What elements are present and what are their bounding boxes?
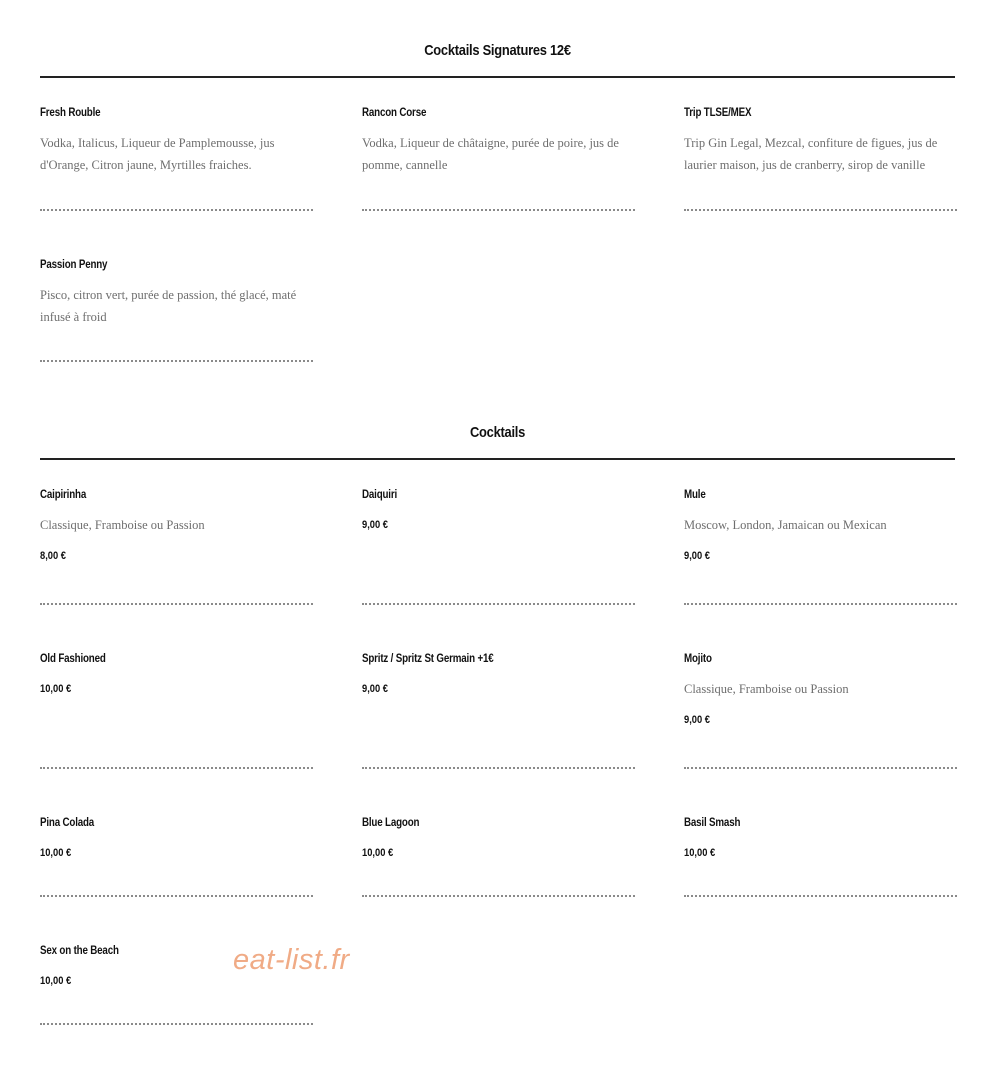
item-name: Fresh Rouble <box>40 107 101 119</box>
dotted-separator <box>684 603 957 605</box>
item-description: Classique, Framboise ou Passion <box>684 682 849 696</box>
item-name: Daiquiri <box>362 489 398 501</box>
dotted-separator <box>40 767 313 769</box>
menu-item-pina-colada <box>40 816 315 860</box>
menu-item-basil-smash <box>684 816 959 860</box>
item-price: 10,00 € <box>40 683 72 695</box>
menu-item-daiquiri <box>362 488 637 532</box>
item-name: Mule <box>684 489 706 501</box>
dotted-separator <box>362 209 635 211</box>
item-description: Moscow, London, Jamaican ou Mexican <box>684 518 887 532</box>
signatures-section-divider <box>40 76 955 78</box>
dotted-separator <box>684 209 957 211</box>
menu-item-passion-penny <box>40 258 315 328</box>
item-price: 9,00 € <box>362 519 389 531</box>
item-price: 10,00 € <box>684 847 716 859</box>
item-name: Sex on the Beach <box>40 945 119 957</box>
signatures-section-title: Cocktails Signatures 12€ <box>424 42 571 59</box>
dotted-separator <box>40 360 313 362</box>
dotted-separator <box>40 209 313 211</box>
menu-item-caipirinha <box>40 488 315 563</box>
menu-item-rancon-corse <box>362 106 637 176</box>
dotted-separator <box>40 895 313 897</box>
cocktails-section-title: Cocktails <box>469 424 526 441</box>
menu-item-trip-tlse-mex <box>684 106 959 176</box>
menu-item-old-fashioned <box>40 652 315 696</box>
item-price: 10,00 € <box>362 847 394 859</box>
item-description: Vodka, Liqueur de châtaigne, purée de poire, jus de pomme, cannelle <box>362 136 619 172</box>
item-name: Mojito <box>684 653 712 665</box>
item-description: Vodka, Italicus, Liqueur de Pamplemousse, jus d'Orange, Citron jaune, Myrtilles fraiches. <box>40 136 275 172</box>
item-name: Spritz / Spritz St Germain +1€ <box>362 653 494 665</box>
dotted-separator <box>362 895 635 897</box>
item-name: Caipirinha <box>40 489 87 501</box>
menu-item-fresh-rouble <box>40 106 315 176</box>
item-price: 10,00 € <box>40 847 72 859</box>
item-name: Trip TLSE/MEX <box>684 107 752 119</box>
item-name: Pina Colada <box>40 817 95 829</box>
item-description: Trip Gin Legal, Mezcal, confiture de figues, jus de laurier maison, jus de cranberry, sirop de vanille <box>684 136 938 172</box>
item-description: Classique, Framboise ou Passion <box>40 518 205 532</box>
dotted-separator <box>40 1023 313 1025</box>
item-price: 9,00 € <box>362 683 389 695</box>
dotted-separator <box>362 603 635 605</box>
item-description: Pisco, citron vert, purée de passion, thé glacé, maté infusé à froid <box>40 288 297 324</box>
item-price: 9,00 € <box>684 714 711 726</box>
menu-item-spritz <box>362 652 637 696</box>
item-name: Basil Smash <box>684 817 741 829</box>
item-name: Passion Penny <box>40 259 108 271</box>
dotted-separator <box>684 767 957 769</box>
menu-item-blue-lagoon <box>362 816 637 860</box>
menu-item-mojito <box>684 652 959 727</box>
item-name: Blue Lagoon <box>362 817 420 829</box>
dotted-separator <box>684 895 957 897</box>
dotted-separator <box>40 603 313 605</box>
item-price: 10,00 € <box>40 975 72 987</box>
dotted-separator <box>362 767 635 769</box>
item-name: Rancon Corse <box>362 107 427 119</box>
watermark-text: eat-list.fr <box>233 944 350 976</box>
item-name: Old Fashioned <box>40 653 106 665</box>
menu-item-mule <box>684 488 959 563</box>
cocktails-section-divider <box>40 458 955 460</box>
item-price: 8,00 € <box>40 550 67 562</box>
item-price: 9,00 € <box>684 550 711 562</box>
